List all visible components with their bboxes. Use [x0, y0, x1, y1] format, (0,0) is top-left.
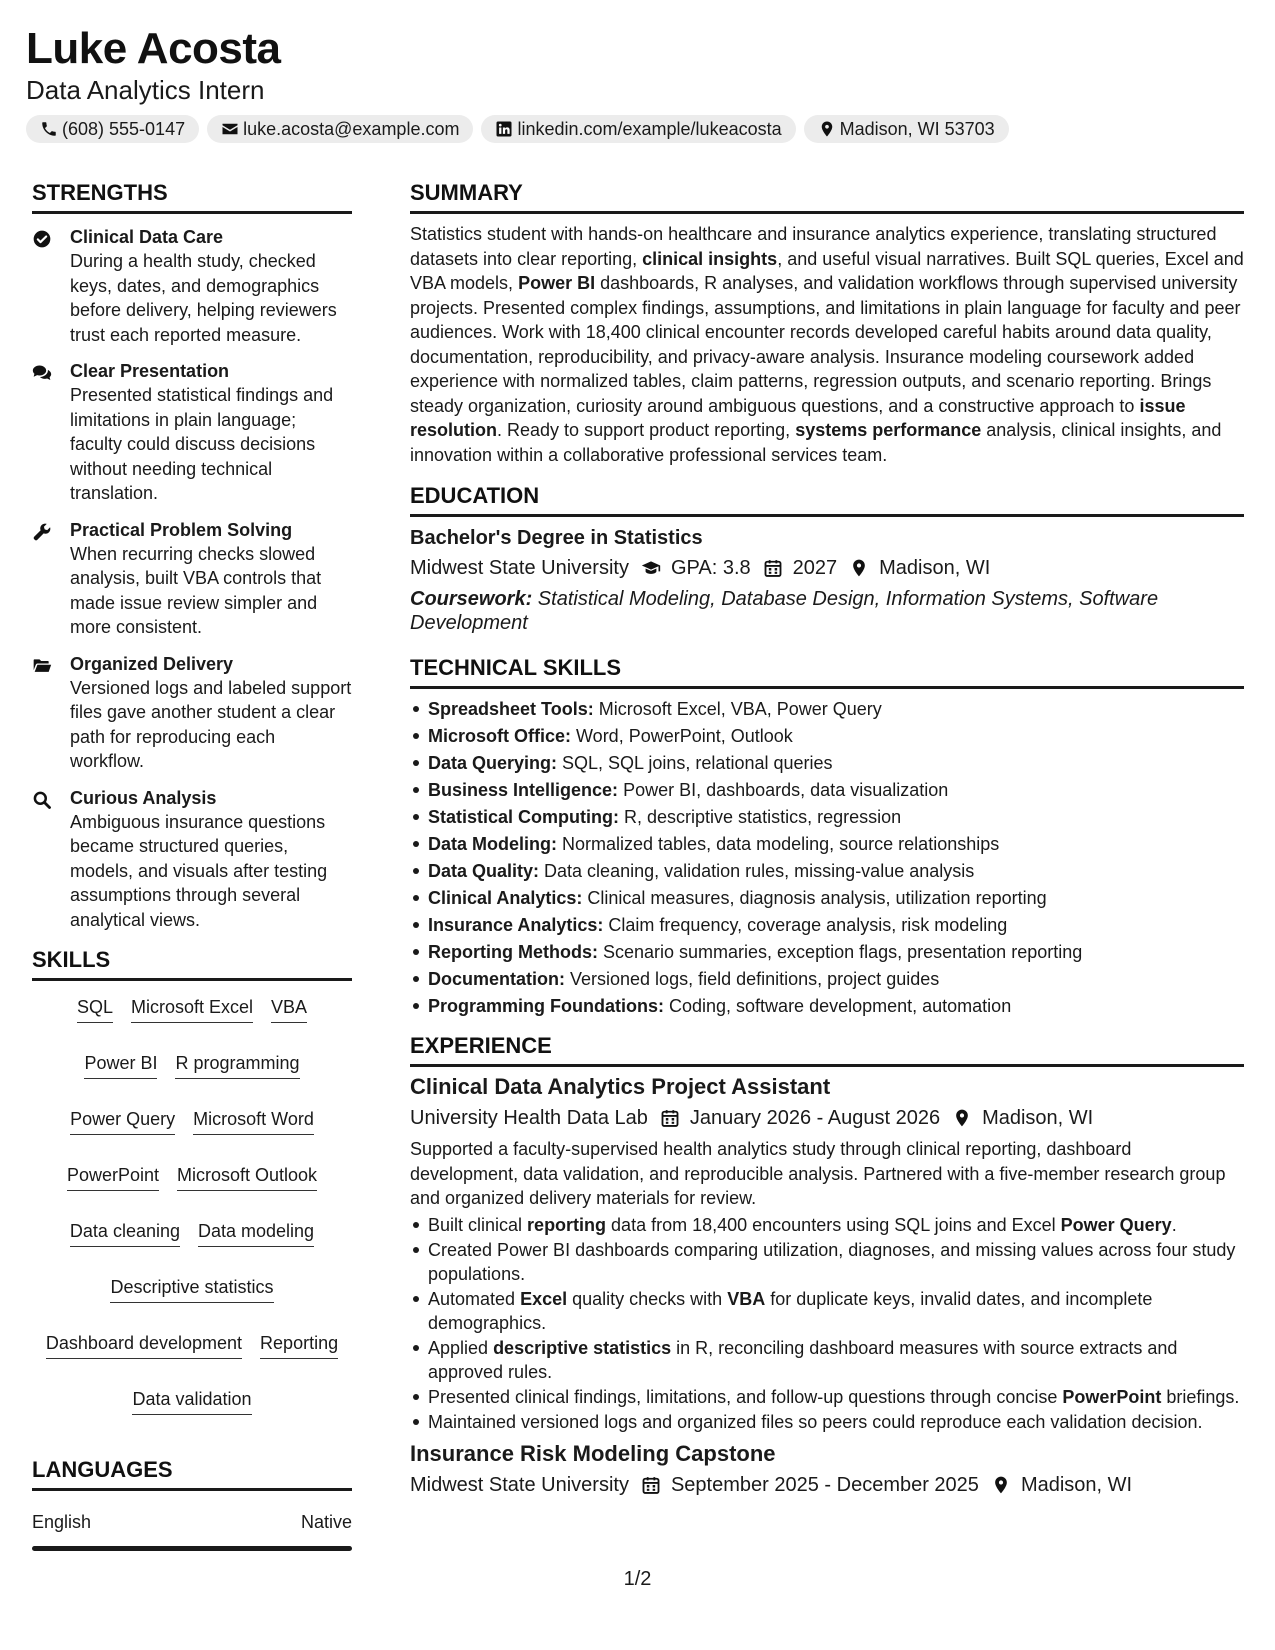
calendar-icon — [763, 558, 783, 578]
contact-phone[interactable] — [26, 115, 199, 143]
calendar-icon — [660, 1108, 680, 1128]
skill-tag: Microsoft Word — [193, 1107, 314, 1135]
strength-description: Ambiguous insurance questions became structured queries, models, and visuals after testing assumptions through several analytical views. — [70, 811, 328, 930]
job-location: Madison, WI — [1020, 1473, 1133, 1496]
summary-text: Statistics student with hands-on healthcare and insurance analytics experience, translating structured datasets into clear reporting, clinical insights, and useful visual narratives. Built SQL queries, Excel and VBA models, Power BI dashboards, R analyses, and validation workflows through supervised university projects. Presented complex findings, assumptions, and limitations in plain language for faculty and peer audiences. Work with 18,400 clinical encounter records developed careful habits around data quality, documentation, reproducibility, and privacy-aware analysis. Insurance modeling coursework added experience with normalized tables, claim patterns, regression outputs, and scenario reporting. Brings steady organization, curiosity around ambiguous questions, and a constructive approach to issue resolution. Ready to support product reporting, systems performance analysis, clinical insights, and innovation within a collaborative professional services team. — [410, 224, 1244, 465]
resume-header — [26, 24, 1009, 143]
strength-title: Practical Problem Solving — [70, 519, 293, 540]
job-title: Insurance Risk Modeling Capstone — [410, 1440, 776, 1466]
job-dates: January 2026 - August 2026 — [689, 1107, 941, 1129]
technical-skills-heading: TECHNICAL SKILLS — [410, 655, 622, 680]
list-item: Automated Excel quality checks with VBA for duplicate keys, invalid dates, and incomplete demographics. — [410, 1287, 1244, 1335]
strength-title: Clear Presentation — [70, 361, 230, 381]
education-section — [410, 481, 1244, 635]
job-dates: September 2025 - December 2025 — [670, 1473, 979, 1496]
summary-section — [410, 178, 1244, 467]
contact-bar — [26, 115, 1009, 143]
skills-section — [32, 945, 352, 1415]
list-item: Presented clinical findings, limitations, and follow-up questions through concise PowerPoint briefings. — [410, 1385, 1244, 1409]
strength-title: Organized Delivery — [70, 653, 234, 674]
location-pin-icon — [991, 1475, 1011, 1495]
strength-title: Clinical Data Care — [70, 227, 224, 247]
page-number: 1/2 — [623, 1568, 652, 1590]
gpa: GPA: 3.8 — [670, 557, 751, 579]
skill-tags — [32, 995, 352, 1415]
section-divider — [410, 211, 1244, 214]
search-icon — [32, 790, 52, 810]
skills-heading: SKILLS — [32, 947, 111, 972]
strength-description: When recurring checks slowed analysis, built VBA controls that made issue review simpler and more consistent. — [70, 543, 322, 637]
skill-tag: Data cleaning — [70, 1219, 180, 1247]
strength-title: Curious Analysis — [70, 787, 217, 808]
list-item: Statistical Computing: R, descriptive statistics, regression — [410, 805, 1244, 829]
list-item: Created Power BI dashboards comparing utilization, diagnoses, and missing values across four study populations. — [410, 1238, 1244, 1286]
envelope-icon — [221, 120, 239, 138]
strength-item — [32, 360, 352, 506]
contact-location — [804, 115, 1009, 143]
wrench-icon — [32, 522, 52, 542]
coursework: Coursework: Statistical Modeling, Database Design, Information Systems, Software Development — [410, 588, 1159, 634]
location-pin-icon — [849, 558, 869, 578]
language-level: Native — [300, 1512, 352, 1532]
skill-tag: Power BI — [84, 1051, 157, 1079]
calendar-icon — [641, 1475, 661, 1495]
organization: Midwest State University — [410, 1473, 629, 1496]
graduation-year: 2027 — [792, 557, 838, 579]
experience-entry — [410, 1440, 1244, 1499]
list-item: Reporting Methods: Scenario summaries, exception flags, presentation reporting — [410, 940, 1244, 964]
languages-heading: LANGUAGES — [32, 1457, 173, 1482]
job-location: Madison, WI — [982, 1107, 1094, 1129]
strength-item — [32, 226, 352, 347]
skill-tag: Dashboard development — [46, 1331, 242, 1359]
school-name: Midwest State University — [410, 557, 629, 579]
strength-item — [32, 519, 352, 640]
contact-linkedin-text: linkedin.com/example/lukeacosta — [517, 118, 782, 139]
job-meta — [410, 1104, 1244, 1132]
section-divider — [32, 211, 352, 214]
strength-item — [32, 653, 352, 774]
strength-description: Versioned logs and labeled support files gave another student a clear path for reproducing each workflow. — [70, 677, 352, 771]
comments-icon — [32, 363, 52, 383]
list-item: Documentation: Versioned logs, field definitions, project guides — [410, 967, 1244, 991]
phone-icon — [40, 120, 58, 138]
technical-skills-list — [410, 697, 1244, 1018]
skill-tag: VBA — [271, 995, 307, 1023]
strengths-section — [32, 178, 352, 932]
section-divider — [410, 514, 1244, 517]
job-bullets — [410, 1213, 1244, 1434]
folder-open-icon — [32, 656, 52, 676]
candidate-name: Luke Acosta — [26, 24, 281, 73]
list-item: Spreadsheet Tools: Microsoft Excel, VBA, Power Query — [410, 697, 1244, 721]
strength-description: Presented statistical findings and limitations in plain language; faculty could discuss decisions without needing technical translation. — [70, 385, 334, 503]
list-item: Microsoft Office: Word, PowerPoint, Outlook — [410, 724, 1244, 748]
organization: University Health Data Lab — [410, 1107, 648, 1129]
strength-item — [32, 787, 352, 933]
strength-description: During a health study, checked keys, dates, and demographics before delivery, helping reviewers trust each reported measure. — [70, 251, 337, 345]
graduation-cap-icon — [641, 558, 661, 578]
contact-location-text: Madison, WI 53703 — [839, 118, 995, 139]
contact-email[interactable] — [207, 115, 473, 143]
list-item: Data Modeling: Normalized tables, data modeling, source relationships — [410, 832, 1244, 856]
right-column — [410, 178, 1244, 1499]
job-description: Supported a faculty-supervised health analytics study through clinical reporting, dashboard development, data validation, and reproducible analysis. Partnered with a five-member research group and organized delivery materials for review. — [410, 1139, 1226, 1208]
education-heading: EDUCATION — [410, 483, 540, 508]
contact-email-text: luke.acosta@example.com — [243, 118, 460, 139]
list-item: Insurance Analytics: Claim frequency, coverage analysis, risk modeling — [410, 913, 1244, 937]
language-item — [32, 1510, 352, 1534]
list-item: Clinical Analytics: Clinical measures, diagnosis analysis, utilization reporting — [410, 886, 1244, 910]
skill-tag: Microsoft Excel — [131, 995, 253, 1023]
section-divider — [410, 686, 1244, 689]
skill-tag: Reporting — [260, 1331, 338, 1359]
job-title: Clinical Data Analytics Project Assistant — [410, 1074, 831, 1099]
skill-tag: SQL — [77, 995, 113, 1023]
left-column — [32, 178, 352, 1551]
languages-section — [32, 1455, 352, 1551]
list-item: Programming Foundations: Coding, software development, automation — [410, 994, 1244, 1018]
section-divider — [410, 1064, 1244, 1067]
experience-heading: EXPERIENCE — [410, 1033, 552, 1058]
strengths-heading: STRENGTHS — [32, 180, 168, 205]
check-circle-icon — [32, 229, 52, 249]
skill-tag: Power Query — [70, 1107, 175, 1135]
list-item: Data Quality: Data cleaning, validation rules, missing-value analysis — [410, 859, 1244, 883]
skill-tag: Microsoft Outlook — [177, 1163, 317, 1191]
skill-tag: Data modeling — [198, 1219, 314, 1247]
job-meta — [410, 1471, 1244, 1499]
skill-tag: Descriptive statistics — [110, 1275, 273, 1303]
degree-title: Bachelor's Degree in Statistics — [410, 527, 703, 549]
skill-tag: R programming — [175, 1051, 299, 1079]
skill-tag: PowerPoint — [67, 1163, 159, 1191]
candidate-title: Data Analytics Intern — [26, 75, 265, 105]
experience-entry — [410, 1073, 1244, 1434]
list-item: Business Intelligence: Power BI, dashboards, data visualization — [410, 778, 1244, 802]
list-item: Applied descriptive statistics in R, reconciling dashboard measures with source extracts and approved rules. — [410, 1336, 1244, 1384]
contact-phone-text: (608) 555-0147 — [62, 118, 186, 139]
location-pin-icon — [818, 120, 836, 138]
contact-linkedin[interactable] — [481, 115, 795, 143]
linkedin-icon — [495, 120, 513, 138]
section-divider — [32, 978, 352, 981]
language-name: English — [32, 1512, 92, 1532]
experience-section — [410, 1031, 1244, 1499]
technical-skills-section — [410, 653, 1244, 1018]
list-item: Built clinical reporting data from 18,400 encounters using SQL joins and Excel Power Query. — [410, 1213, 1244, 1237]
education-meta — [410, 554, 1244, 582]
section-divider — [32, 1488, 352, 1491]
education-location: Madison, WI — [879, 557, 991, 579]
language-level-bar — [32, 1546, 352, 1551]
summary-heading: SUMMARY — [410, 180, 523, 205]
location-pin-icon — [952, 1108, 972, 1128]
list-item: Maintained versioned logs and organized files so peers could reproduce each validation decision. — [410, 1410, 1244, 1434]
list-item: Data Querying: SQL, SQL joins, relational queries — [410, 751, 1244, 775]
skill-tag: Data validation — [132, 1387, 251, 1415]
